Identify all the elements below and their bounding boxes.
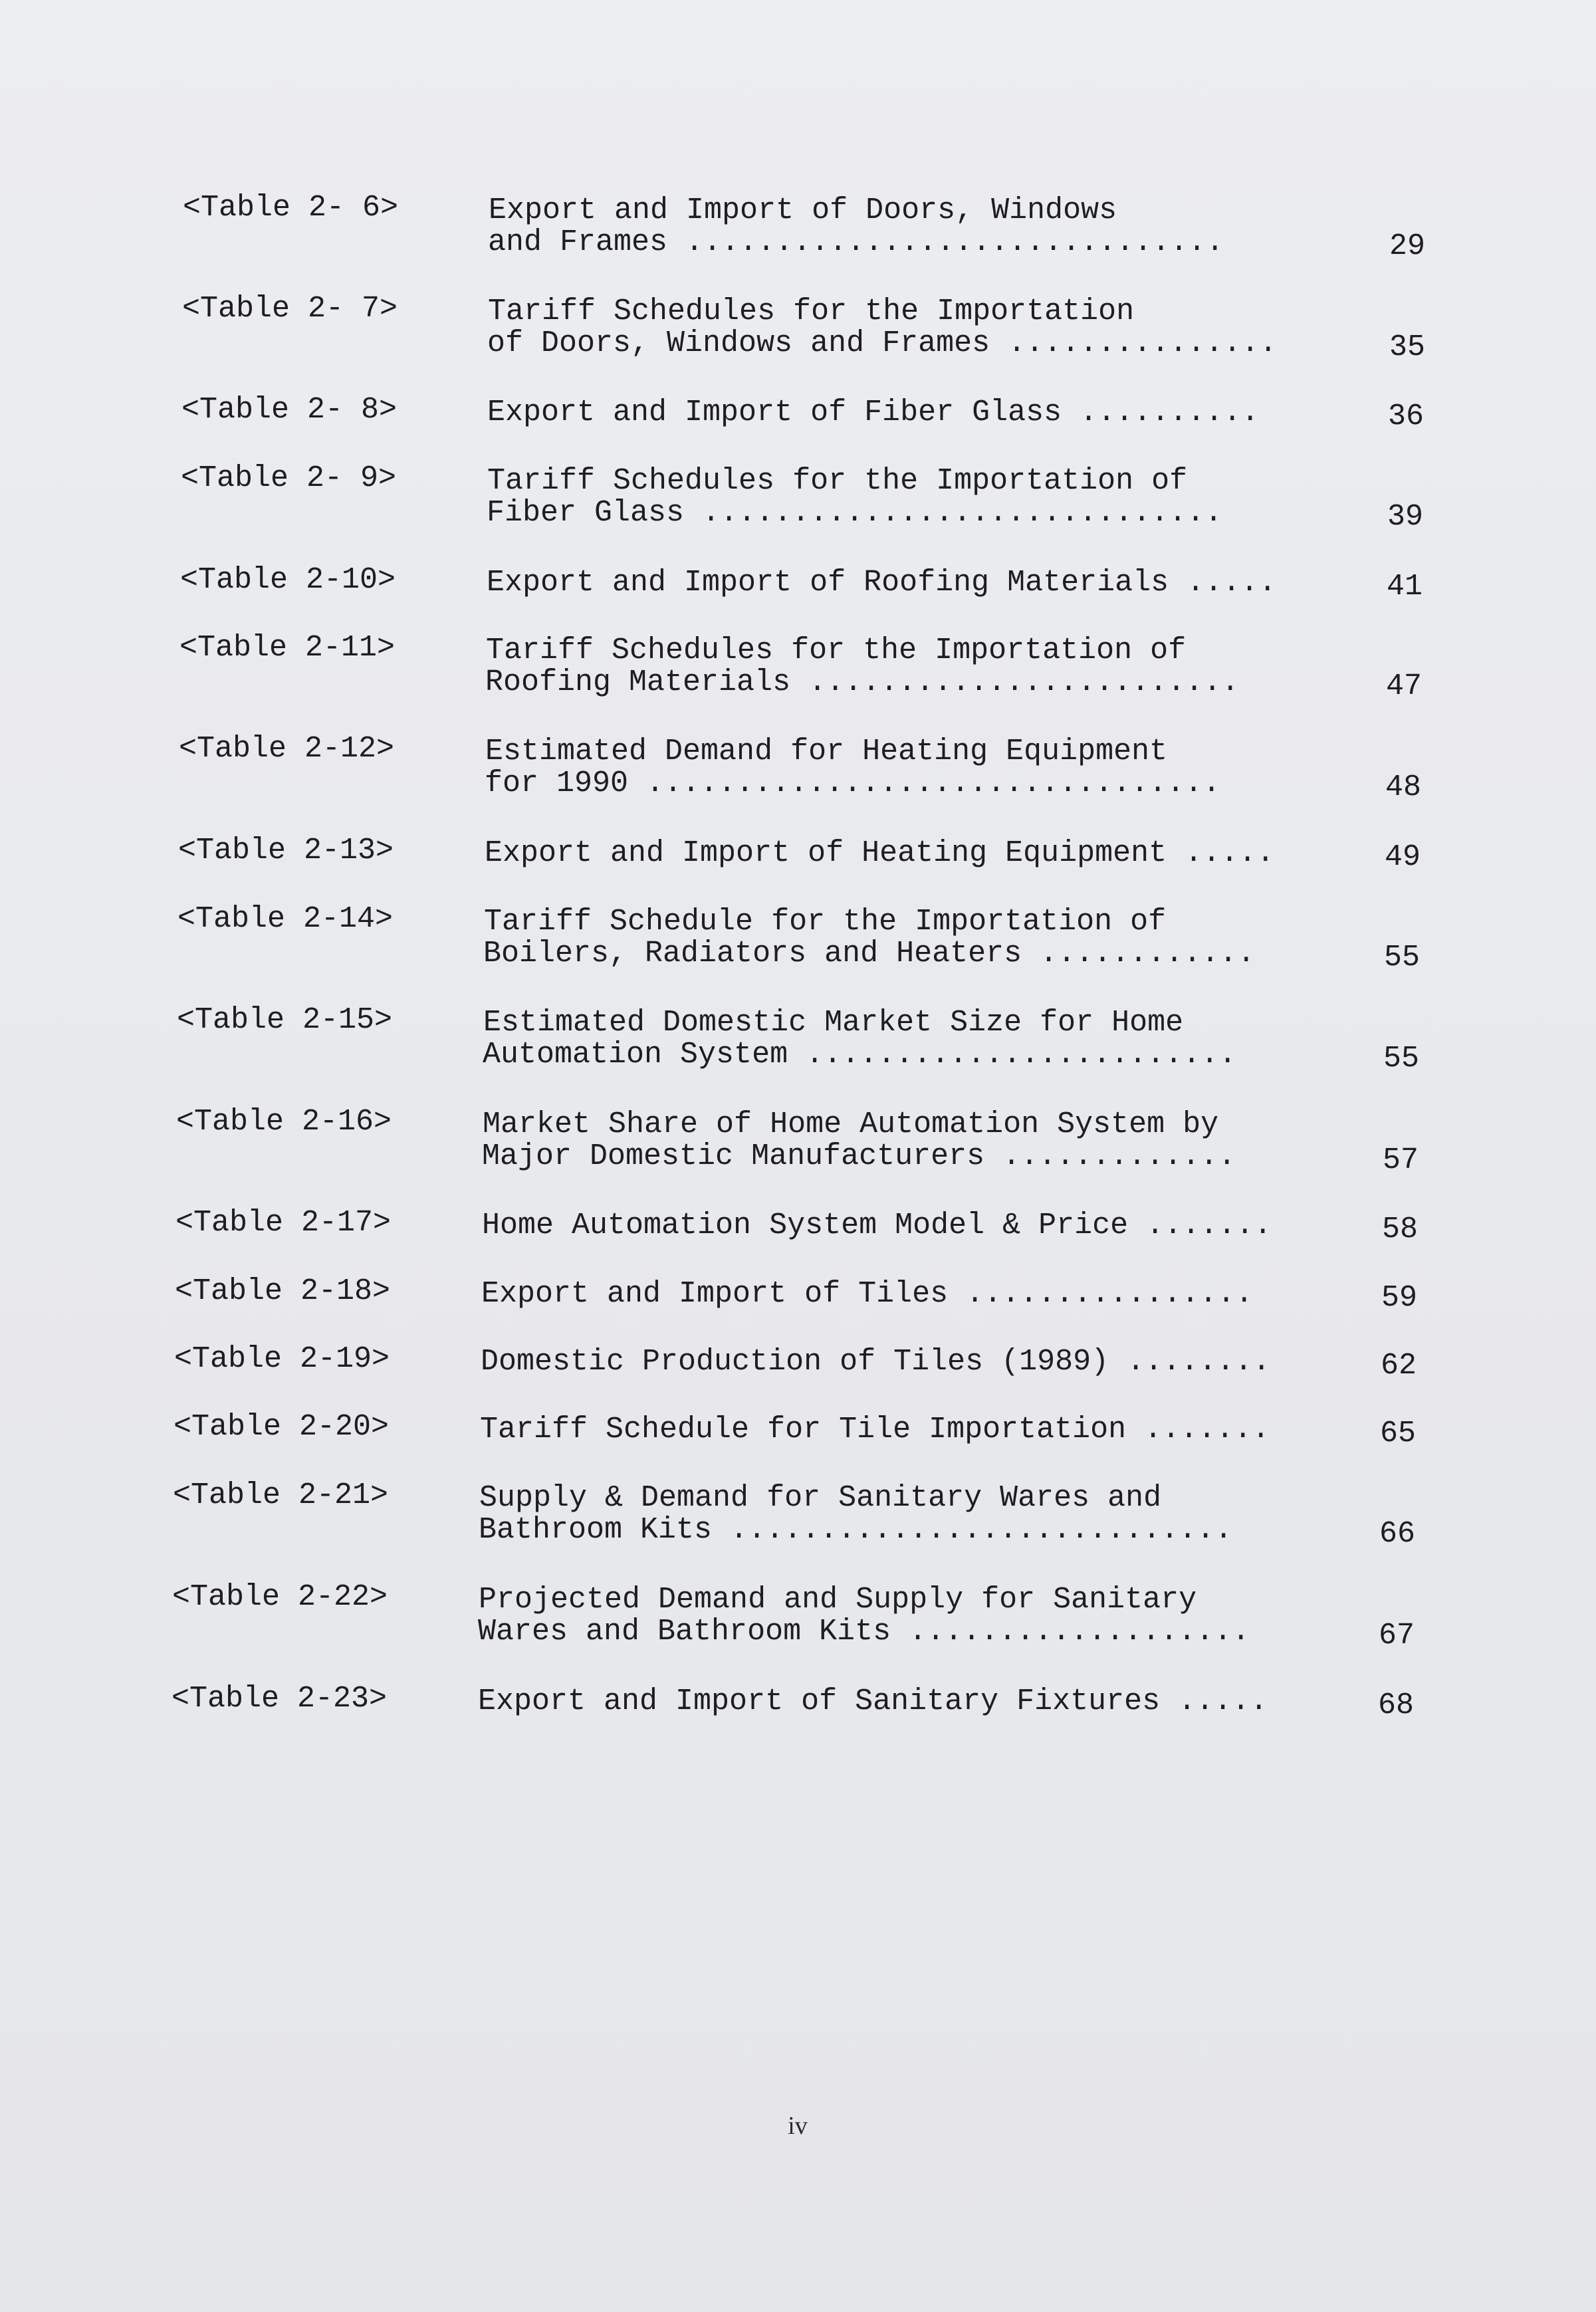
toc-entry-leader-dots: ........ [1127, 1345, 1271, 1379]
toc-entry-page-number: 58 [1382, 1213, 1419, 1246]
toc-entry-leader-dots: ..... [1185, 836, 1275, 870]
toc-entry-page-number: 65 [1380, 1417, 1417, 1450]
toc-entry-title: and Frames [488, 225, 686, 259]
toc-entry-label: <Table 2-20> [173, 1410, 390, 1444]
toc-entry-page-number: 55 [1384, 941, 1421, 975]
toc-entry-page-number: 57 [1383, 1143, 1419, 1177]
toc-entry-title-line1: Export and Import of Doors, Windows [489, 193, 1117, 227]
toc-entry-label: <Table 2-21> [173, 1478, 389, 1512]
toc-entry-page-number: 49 [1385, 840, 1421, 874]
toc-entry-leader-dots: ....... [1146, 1209, 1272, 1242]
toc-entry-leader-dots: ............................ [730, 1513, 1233, 1547]
toc-entry-title-line1: Estimated Domestic Market Size for Home [483, 1006, 1184, 1040]
toc-entry-label: <Table 2-11> [179, 631, 396, 665]
toc-entry-label: <Table 2- 6> [183, 191, 399, 225]
toc-entry-title: Export and Import of Tiles [481, 1277, 967, 1311]
toc-entry-page-number: 66 [1379, 1517, 1416, 1551]
toc-entry-title: Bathroom Kits [479, 1513, 731, 1547]
toc-entry-leader-dots: .......... [1080, 396, 1260, 429]
toc-entry-page-number: 41 [1387, 570, 1423, 604]
toc-entry-page-number: 39 [1387, 500, 1424, 534]
toc-entry-leader-dots: .............................. [685, 225, 1224, 259]
toc-entry-page-number: 48 [1385, 770, 1422, 804]
toc-entry-label: <Table 2-23> [171, 1682, 388, 1716]
toc-entry-label: <Table 2-16> [176, 1105, 392, 1139]
toc-entry-label: <Table 2-19> [174, 1342, 390, 1376]
toc-entry-label: <Table 2-10> [180, 563, 396, 597]
toc-entry-title-line1: Projected Demand and Supply for Sanitary [479, 1583, 1197, 1617]
toc-entry-label: <Table 2- 9> [181, 461, 397, 495]
toc-entry-page-number: 47 [1386, 669, 1423, 703]
toc-entry-label: <Table 2- 7> [182, 292, 398, 326]
toc-entry-page-number: 59 [1381, 1281, 1418, 1315]
toc-entry-leader-dots: ....... [1144, 1413, 1270, 1446]
toc-entry-title: Export and Import of Fiber Glass [487, 396, 1080, 429]
toc-entry-title: Roofing Materials [485, 665, 809, 699]
toc-entry-title: Export and Import of Sanitary Fixtures [478, 1684, 1179, 1718]
toc-entry-title: for 1990 [485, 766, 647, 800]
toc-entry-leader-dots: ............. [1002, 1139, 1236, 1173]
toc-entry-leader-dots: ..... [1187, 566, 1277, 600]
toc-entry-title: Home Automation System Model & Price [482, 1209, 1147, 1242]
page-number: iv [788, 2112, 808, 2140]
toc-entry-title: Domestic Production of Tiles (1989) [481, 1345, 1127, 1379]
toc-entry-title: Export and Import of Roofing Materials [487, 566, 1187, 600]
toc-entry-page-number: 67 [1379, 1619, 1415, 1653]
toc-entry-title-line1: Market Share of Home Automation System by [483, 1107, 1219, 1141]
toc-entry-leader-dots: ..... [1178, 1684, 1268, 1718]
toc-entry-page-number: 62 [1381, 1349, 1417, 1383]
toc-entry-title: Boilers, Radiators and Heaters [483, 937, 1040, 971]
toc-entry-page-number: 68 [1378, 1688, 1415, 1722]
toc-entry-title: Tariff Schedule for Tile Importation [480, 1413, 1145, 1446]
toc-entry-leader-dots: ................... [909, 1615, 1250, 1649]
toc-entry-page-number: 55 [1383, 1042, 1420, 1076]
toc-entry-title-line1: Supply & Demand for Sanitary Wares and [479, 1481, 1162, 1515]
toc-entry-page-number: 36 [1388, 400, 1425, 433]
toc-entry-leader-dots: ................................ [646, 766, 1221, 800]
toc-entry-label: <Table 2-22> [172, 1580, 388, 1614]
toc-entry-label: <Table 2- 8> [181, 393, 398, 427]
toc-entry-label: <Table 2-12> [179, 732, 395, 766]
toc-entry-title-line1: Tariff Schedules for the Importation [488, 294, 1135, 328]
toc-entry-label: <Table 2-14> [177, 902, 394, 936]
toc-entry-leader-dots: ........................ [808, 665, 1240, 699]
toc-entry-page-number: 29 [1389, 229, 1426, 263]
toc-entry-title: Fiber Glass [487, 496, 703, 530]
toc-entry-title: Wares and Bathroom Kits [478, 1615, 909, 1649]
toc-entry-title: Automation System [483, 1038, 806, 1072]
toc-entry-leader-dots: ........................ [806, 1038, 1237, 1072]
toc-entry-leader-dots: ................ [966, 1277, 1254, 1311]
toc-entry-title: Major Domestic Manufacturers [482, 1139, 1003, 1173]
toc-entry-title: of Doors, Windows and Frames [487, 326, 1008, 360]
toc-entry-label: <Table 2-18> [175, 1274, 391, 1308]
toc-entry-title-line1: Estimated Demand for Heating Equipment [485, 735, 1168, 768]
toc-entry-title-line1: Tariff Schedule for the Importation of [484, 905, 1167, 939]
toc-entry-leader-dots: ............... [1008, 326, 1278, 360]
toc-entry-label: <Table 2-13> [178, 834, 394, 867]
toc-entry-page-number: 35 [1389, 330, 1426, 364]
toc-entry-label: <Table 2-15> [177, 1003, 393, 1037]
toc-entry-title-line1: Tariff Schedules for the Importation of [487, 464, 1188, 498]
toc-entry-title: Export and Import of Heating Equipment [485, 836, 1185, 870]
toc-entry-leader-dots: ............................. [702, 496, 1223, 530]
toc-entry-title-line1: Tariff Schedules for the Importation of [486, 634, 1187, 667]
toc-entry-label: <Table 2-17> [175, 1206, 392, 1240]
toc-entry-leader-dots: ............ [1040, 937, 1256, 971]
